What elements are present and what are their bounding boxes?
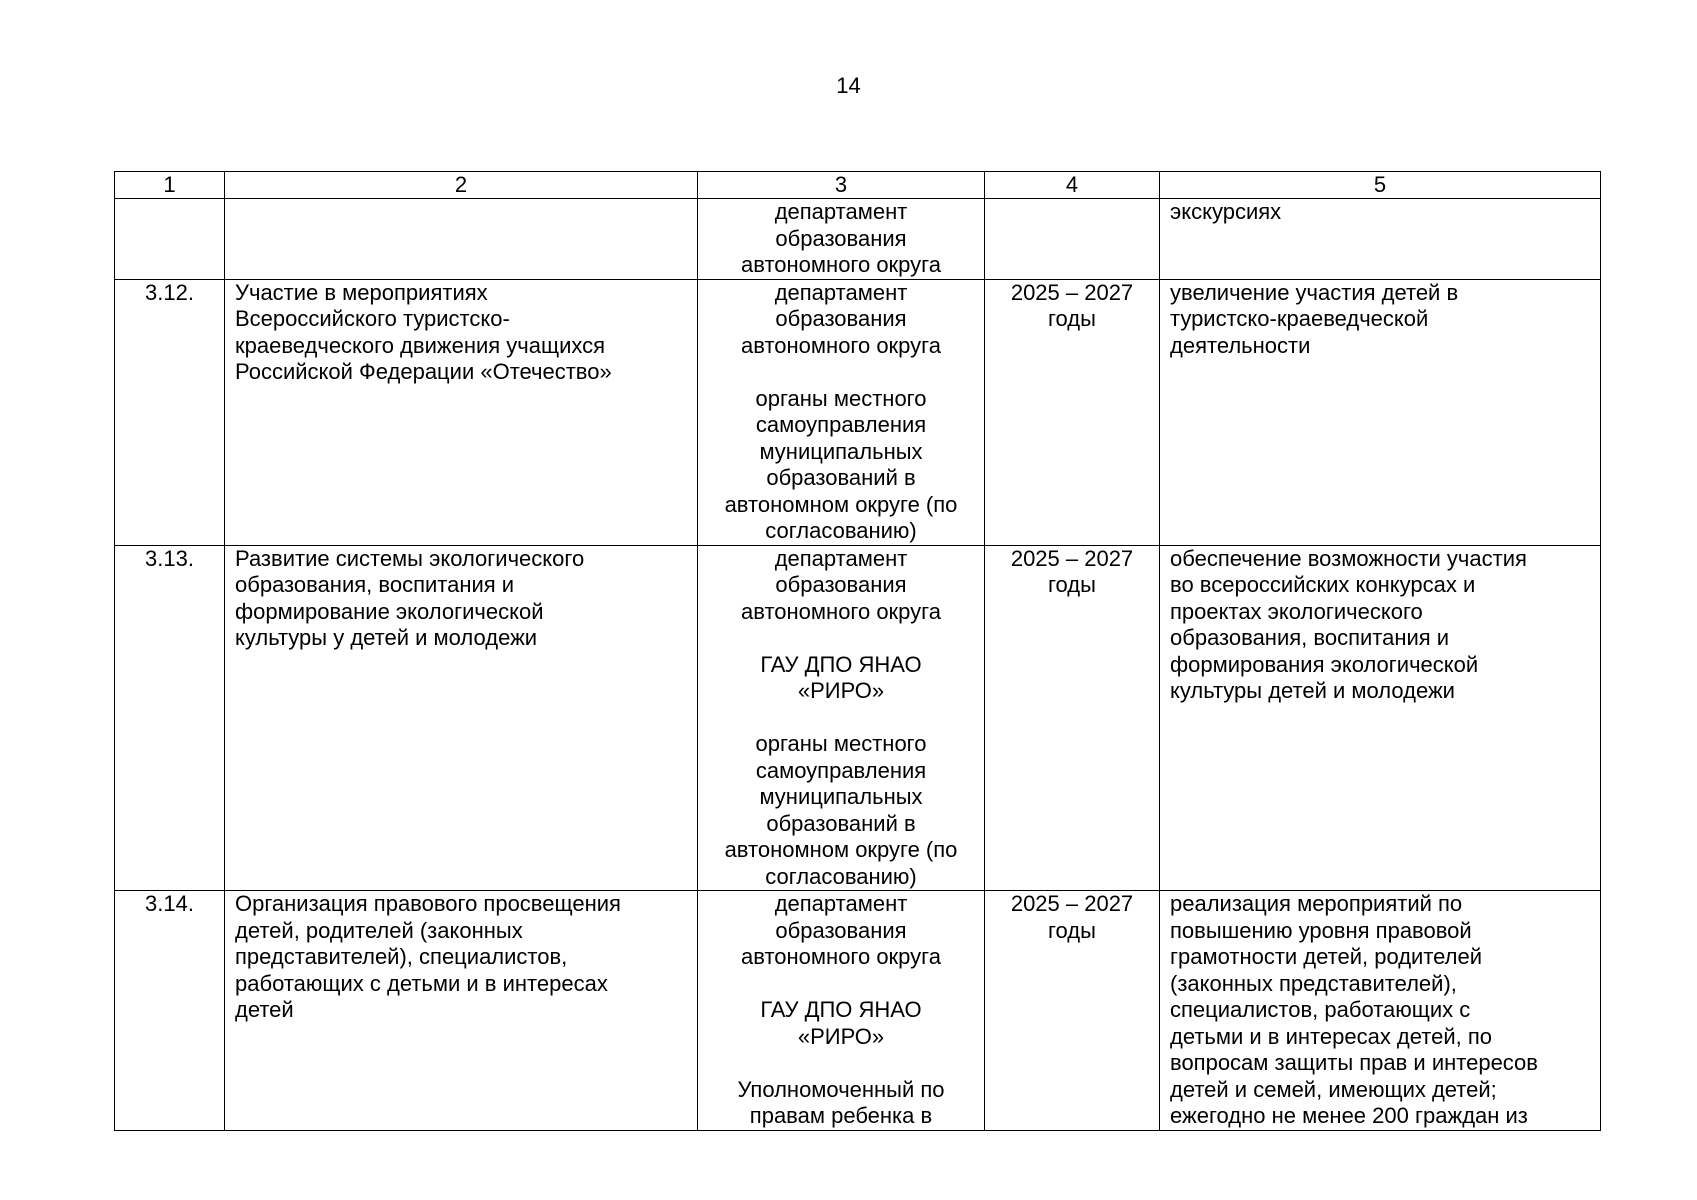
executor-gap [708,359,974,386]
item-number-cell: 3.14. [115,891,225,1131]
expected-result-cell [1160,199,1601,280]
table-row [115,891,1601,1131]
expected-result-line: повышению уровня правовой [1170,917,1472,943]
executor-line: образования [775,225,907,251]
measure-name-cell [225,199,698,280]
executor-line: департамент [774,891,908,916]
expected-result-line: обеспечение возможности участия [1170,545,1527,571]
executors-cell [698,545,985,891]
header-cell-1: 1 [115,172,225,199]
expected-result-cell [1160,891,1601,1131]
measures-table [114,171,1601,1131]
executor-line: образования [775,306,907,331]
executor-line: автономного округа [741,944,941,969]
executor-line: «РИРО» [797,1023,885,1049]
executor-line: самоуправления [755,412,927,437]
measure-name-line: Организация правового просвещения [235,891,621,916]
measure-name-line: Российской Федерации «Отечество» [235,359,612,384]
executor-line: органы местного [755,731,927,756]
executor-gap [708,705,974,732]
executor-line: автономном округе (по [724,837,958,862]
term-line: годы [1048,917,1096,943]
executor-line: департамент [774,199,908,224]
expected-result-line: экскурсиях [1170,199,1282,224]
executor-line: правам ребенка в [749,1103,933,1128]
executor-gap [708,1050,974,1077]
executor-line: образования [775,917,907,943]
executor-line: автономном округе (по [724,491,958,517]
measure-name-line: работающих с детьми и в интересах [235,970,608,996]
executor-line: департамент [774,545,908,571]
expected-result-line: вопросам защиты прав и интересов [1170,1050,1538,1075]
term-line: 2025 – 2027 [1010,279,1134,305]
expected-result-line: деятельности [1170,332,1311,358]
executor-line: автономного округа [741,332,941,358]
measure-name-line: Развитие системы экологического [235,545,585,571]
expected-result-line: реализация мероприятий по [1170,891,1463,916]
expected-result-line: специалистов, работающих с [1170,997,1471,1022]
executor-line: самоуправления [755,757,927,783]
measure-name-line: Всероссийского туристско- [235,306,510,331]
term-cell [985,199,1160,280]
executor-line: согласованию) [765,863,917,889]
measure-name-line: Участие в мероприятиях [235,279,488,305]
expected-result-cell [1160,279,1601,545]
executors-cell [698,279,985,545]
header-cell-2: 2 [225,172,698,199]
term-cell [985,279,1160,545]
measure-name-line: формирование экологической [235,598,544,624]
executor-line: муниципальных [759,438,923,464]
executor-line: муниципальных [759,784,923,809]
table-row [115,545,1601,891]
executor-line: ГАУ ДПО ЯНАО [760,651,922,677]
executor-line: автономного округа [741,598,941,624]
header-cell-3: 3 [698,172,985,199]
table-header-row [115,172,1601,199]
expected-result-line: во всероссийских конкурсах и [1170,572,1476,597]
header-cell-4: 4 [985,172,1160,199]
measure-name-line: представителей), специалистов, [235,944,568,969]
measure-name-cell [225,891,698,1131]
measure-name-line: детей [235,997,294,1022]
executor-line: «РИРО» [797,678,885,703]
item-number-cell: 3.13. [115,545,225,891]
expected-result-line: культуры детей и молодежи [1170,678,1455,703]
executors-cell [698,891,985,1131]
term-line: годы [1048,572,1096,597]
executor-line: автономного округа [741,252,941,277]
executor-line: образования [775,572,907,597]
table-row [115,279,1601,545]
item-number-cell: 3.12. [115,279,225,545]
measure-name-cell [225,545,698,891]
expected-result-cell [1160,545,1601,891]
header-cell-5: 5 [1160,172,1601,199]
item-number-cell [115,199,225,280]
executor-line: образований в [766,465,916,490]
table-row [115,199,1601,280]
term-cell [985,891,1160,1131]
executor-line: образований в [766,810,916,836]
expected-result-line: детьми и в интересах детей, по [1170,1023,1492,1049]
executor-line: согласованию) [765,518,917,543]
expected-result-line: образования, воспитания и [1170,625,1450,650]
measure-name-line: культуры у детей и молодежи [235,625,538,650]
expected-result-line: проектах экологического [1170,598,1423,624]
measure-name-line: образования, воспитания и [235,572,515,597]
expected-result-line: туристско-краеведческой [1170,306,1429,331]
measure-name-cell [225,279,698,545]
expected-result-line: формирования экологической [1170,651,1479,677]
expected-result-line: ежегодно не менее 200 граждан из [1170,1103,1528,1128]
executor-line: Уполномоченный по [737,1076,945,1102]
executors-cell [698,199,985,280]
table-body [115,199,1601,1131]
term-line: 2025 – 2027 [1010,891,1134,916]
executor-gap [708,971,974,998]
expected-result-line: (законных представителей), [1170,970,1457,996]
executor-gap [708,625,974,652]
term-line: 2025 – 2027 [1010,545,1134,571]
executor-line: ГАУ ДПО ЯНАО [760,997,922,1022]
executor-line: департамент [774,279,908,305]
term-line: годы [1048,306,1096,331]
expected-result-line: грамотности детей, родителей [1170,944,1483,969]
executor-line: органы местного [755,385,927,411]
expected-result-line: детей и семей, имеющих детей; [1170,1076,1497,1102]
expected-result-line: увеличение участия детей в [1170,279,1459,305]
measure-name-line: краеведческого движения учащихся [235,332,606,358]
measure-name-line: детей, родителей (законных [235,917,523,943]
term-cell [985,545,1160,891]
page-number: 14 [836,73,861,98]
